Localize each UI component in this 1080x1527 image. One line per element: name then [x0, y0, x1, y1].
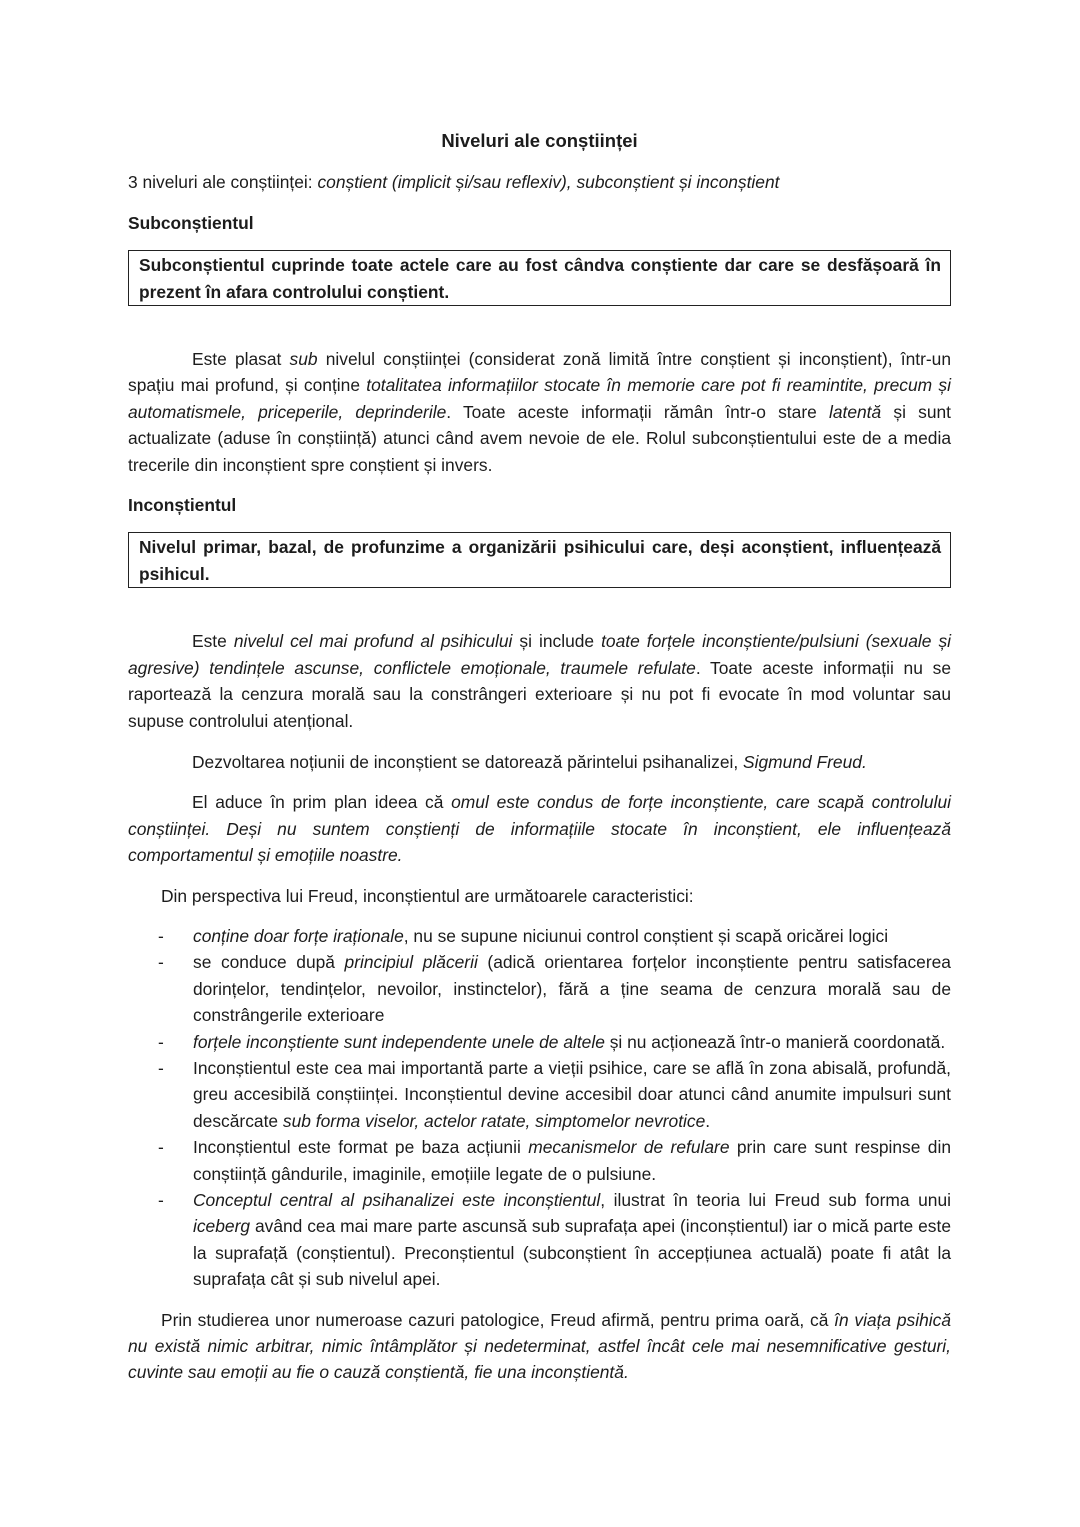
list-item: - conține doar forțe iraționale, nu se supune niciunui control conștient și scapă oricărei logici	[158, 925, 889, 946]
heading-subconstient: Subconștientul	[128, 212, 254, 233]
list-item: - se conduce după principiul plăcerii (adică orientarea forțelor inconștiente pentru satisfacerea dorințelor, tendințelor, nevoilor, instinctelor), fără a ține seama de cenzura morală sau de constrângerile exterioare	[158, 952, 951, 1026]
document-content	[128, 128, 951, 1386]
list-item: - forțele inconștiente sunt independente unele de altele și nu acționează într-o manieră coordonată.	[158, 1031, 946, 1052]
paragraph-inconstient-1: Este nivelul cel mai profund al psihicului și include toate forțele inconștiente/pulsiuni (sexuale și agresive) tendințele ascunse, conflictele emoționale, traumele refulate. Toate aceste informații nu se raportează la cenzura morală sau la constrângeri exterioare și nu pot fi evocate în mod voluntar sau supuse controlului atențional.	[128, 631, 952, 731]
intro-paragraph: 3 niveluri ale conștiinței: conștient (implicit și/sau reflexiv), subconștient și inconștient	[128, 172, 780, 193]
paragraph-inconstient-3: El aduce în prim plan ideea că omul este condus de forțe inconștiente, care scapă controlului conștiinței. Deși nu suntem conștienți de informațiile stocate în inconștient, ele influențează comportamentul și emoțiile noastre.	[128, 792, 951, 866]
list-item: - Inconștientul este format pe baza acțiunii mecanismelor de refulare prin care sunt respinse din conștiință gândurile, imaginile, emoțiile legate de o pulsiune.	[158, 1137, 951, 1184]
definition-box-subconstient: Subconștientul cuprinde toate actele care au fost cândva conștiente dar care se desfășoară în prezent în afara controlului conștient.	[128, 250, 951, 306]
paragraph-inconstient-2: Dezvoltarea noțiunii de inconștient se datorează părintelui psihanalizei, Sigmund Freud.	[192, 751, 867, 772]
heading-inconstient: Inconștientul	[128, 495, 237, 516]
characteristics-list	[128, 923, 951, 1293]
paragraph-characteristics-lead: Din perspectiva lui Freud, inconștientul are următoarele caracteristici:	[161, 885, 694, 906]
definition-box-inconstient: Nivelul primar, bazal, de profunzime a organizării psihicului care, deși aconștient, influențează psihicul.	[128, 532, 951, 588]
paragraph-final: Prin studierea unor numeroase cazuri patologice, Freud afirmă, pentru prima oară, că în viața psihică nu există nimic arbitrar, nimic întâmplător și nedeterminat, astfel încât cele mai nesemnificative gesturi, cuvinte sau emoții au fie o cauză conștientă, fie una inconștientă.	[128, 1309, 951, 1383]
document-title: Niveluri ale conștiinței	[441, 130, 638, 151]
paragraph-subconstient: Este plasat sub nivelul conștiinței (considerat zonă limită între conștient și inconștient), într-un spațiu mai profund, și conține totalitatea informațiilor stocate în memorie care pot fi reamintite, precum și automatismele, priceperile, deprinderile. Toate aceste informații rămân într-o stare latentă și sunt actualizate (aduse în conștiință) atunci când avem nevoie de ele. Rolul subconștientului este de a media trecerile din inconștient spre conștient și invers.	[128, 349, 951, 475]
list-item: - Conceptul central al psihanalizei este inconștientul, ilustrat în teoria lui Freud sub forma unui iceberg având cea mai mare parte ascunsă sub suprafața apei (inconștientul) iar o mică parte este la suprafață (conștientul). Preconștientul (subconștient în accepțiunea actuală) poate fi atât la suprafața cât și sub nivelul apei.	[158, 1190, 951, 1290]
list-item: - Inconștientul este cea mai importantă parte a vieții psihice, care se află în zona abisală, profundă, greu accesibilă conștiinței. Inconștientul devine accesibil doar atunci când anumite impulsuri sunt descărcate sub forma viselor, actelor ratate, simptomelor nevrotice.	[158, 1057, 951, 1131]
